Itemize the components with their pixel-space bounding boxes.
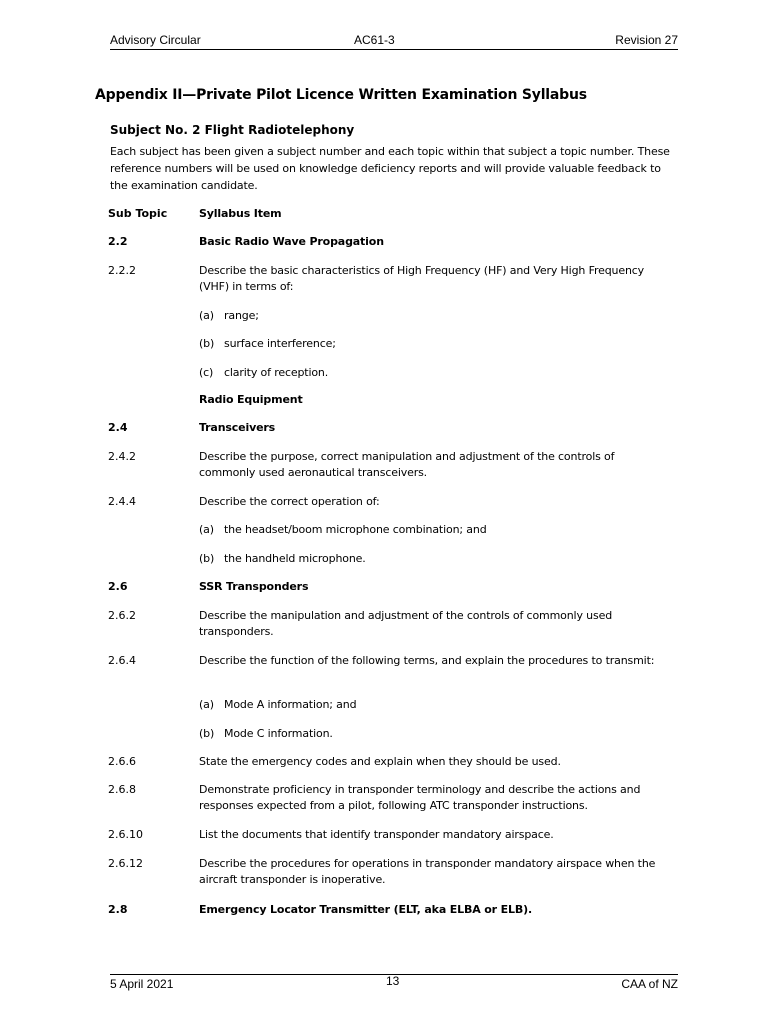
list-text: the handheld microphone. — [224, 552, 366, 565]
list-item-content — [199, 697, 671, 713]
row-text: Describe the correct operation of: — [199, 495, 380, 508]
row-text: Transceivers — [199, 421, 276, 434]
row-number: 2.4.4 — [108, 495, 136, 508]
list-text: Mode A information; and — [224, 698, 357, 711]
row-text: List the documents that identify transponder mandatory airspace. — [199, 828, 554, 841]
row-number: 2.6.6 — [108, 755, 136, 768]
row-number: 2.6.10 — [108, 828, 143, 841]
list-label: (b) — [199, 552, 215, 565]
list-text: surface interference; — [224, 337, 336, 350]
row-text: Basic Radio Wave Propagation — [199, 235, 384, 248]
list-text: Mode C information. — [224, 727, 333, 740]
page-number: 13 — [386, 974, 400, 988]
row-text: Describe the manipulation and adjustment of the controls of commonly used transponders. — [199, 609, 613, 638]
row-number: 2.8 — [108, 903, 128, 916]
row-text: Radio Equipment — [199, 393, 303, 406]
header-doc-type: Advisory Circular — [110, 33, 201, 47]
row-text: Describe the function of the following terms, and explain the procedures to transmit: — [199, 654, 655, 667]
footer-organisation: CAA of NZ — [621, 977, 678, 991]
list-text: the headset/boom microphone combination; and — [224, 523, 487, 536]
row-number: 2.2 — [108, 235, 128, 248]
list-label: (b) — [199, 337, 215, 350]
list-text: range; — [224, 309, 259, 322]
row-number: 2.6.8 — [108, 783, 136, 796]
footer-date: 5 April 2021 — [110, 977, 174, 991]
page-header — [110, 33, 678, 47]
intro-paragraph: Each subject has been given a subject number and each topic within that subject a topic number. These reference numbers will be used on knowledge deficiency reports and will provide valuable feedback to the examination candidate. — [110, 145, 670, 192]
row-text: SSR Transponders — [199, 580, 309, 593]
row-number: 2.6.4 — [108, 654, 136, 667]
appendix-title: Appendix II—Private Pilot Licence Written Examination Syllabus — [95, 87, 587, 103]
list-item-content — [199, 522, 671, 538]
row-text: Describe the procedures for operations in transponder mandatory airspace when the aircraft transponder is inoperative. — [199, 857, 656, 886]
list-text: clarity of reception. — [224, 366, 329, 379]
row-text: Describe the basic characteristics of High Frequency (HF) and Very High Frequency (VHF) in terms of: — [199, 264, 645, 293]
row-text: Demonstrate proficiency in transponder terminology and describe the actions and responses expected from a pilot, following ATC transponder instructions. — [199, 783, 641, 812]
row-number: 2.6.2 — [108, 609, 136, 622]
row-number: 2.2.2 — [108, 264, 136, 277]
col-header-syllabus-item: Syllabus Item — [199, 207, 282, 220]
row-text: Emergency Locator Transmitter (ELT, aka ELBA or ELB). — [199, 903, 533, 916]
row-number: 2.4 — [108, 421, 128, 434]
list-label: (c) — [199, 366, 214, 379]
subject-heading: Subject No. 2 Flight Radiotelephony — [110, 123, 355, 137]
list-item-content — [199, 336, 671, 352]
row-text: Describe the purpose, correct manipulation and adjustment of the controls of commonly used aeronautical transceivers. — [199, 450, 615, 479]
list-label: (a) — [199, 309, 214, 322]
list-item-content — [199, 308, 671, 324]
header-rule — [110, 49, 678, 50]
row-number: 2.6 — [108, 580, 128, 593]
list-item-content — [199, 365, 671, 381]
list-label: (b) — [199, 727, 215, 740]
list-label: (a) — [199, 698, 214, 711]
row-text: State the emergency codes and explain when they should be used. — [199, 755, 561, 768]
col-header-subtopic: Sub Topic — [108, 207, 168, 220]
list-item-content — [199, 551, 671, 567]
header-revision: Revision 27 — [615, 33, 678, 47]
list-label: (a) — [199, 523, 214, 536]
list-item-content — [199, 726, 671, 742]
row-number: 2.6.12 — [108, 857, 143, 870]
row-number: 2.4.2 — [108, 450, 136, 463]
header-doc-number: AC61-3 — [354, 33, 395, 47]
